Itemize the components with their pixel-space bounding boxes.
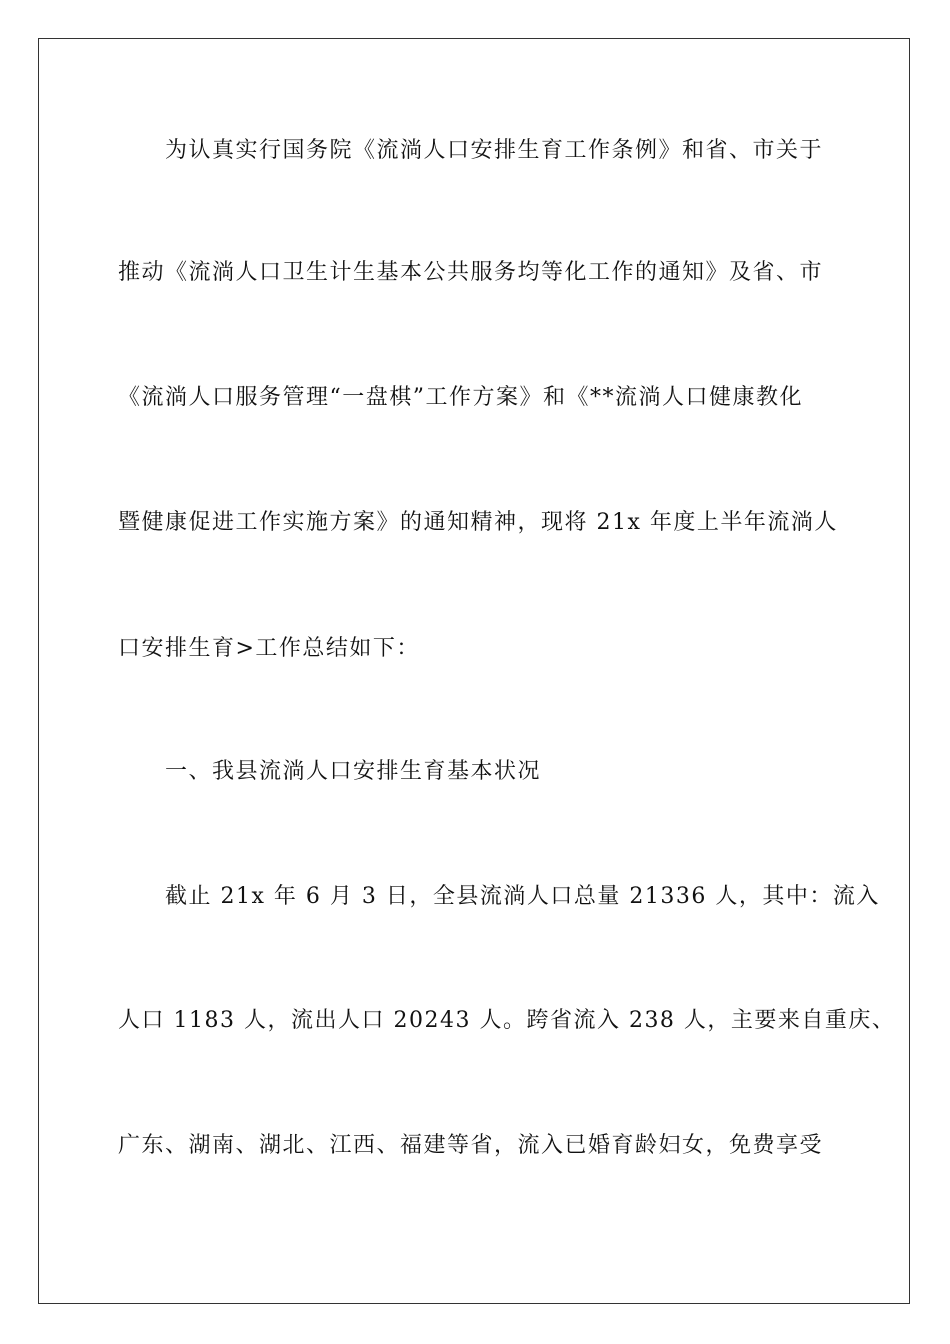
paragraph-2-line-3: 广东、湖南、湖北、江西、福建等省，流入已婚育龄妇女，免费享受 [118, 1133, 824, 1158]
paragraph-1-line-3: 《流淌人口服务管理“一盘棋”工作方案》和《**流淌人口健康教化 [118, 385, 803, 410]
paragraph-2-line-2: 人口 1183 人，流出人口 20243 人。跨省流入 238 人，主要来自重庆、 [118, 1008, 896, 1033]
page-border [38, 38, 910, 1304]
paragraph-1-line-1: 为认真实行国务院《流淌人口安排生育工作条例》和省、市关于 [165, 138, 824, 163]
paragraph-1-line-5: 口安排生育>工作总结如下： [118, 636, 420, 661]
paragraph-1-line-4: 暨健康促进工作实施方案》的通知精神，现将 21x 年度上半年流淌人 [118, 510, 838, 535]
section-heading: 一、我县流淌人口安排生育基本状况 [165, 759, 542, 784]
paragraph-1-line-2: 推动《流淌人口卫生计生基本公共服务均等化工作的通知》及省、市 [118, 260, 824, 285]
paragraph-2-line-1: 截止 21x 年 6 月 3 日，全县流淌人口总量 21336 人，其中：流入 [165, 884, 880, 909]
